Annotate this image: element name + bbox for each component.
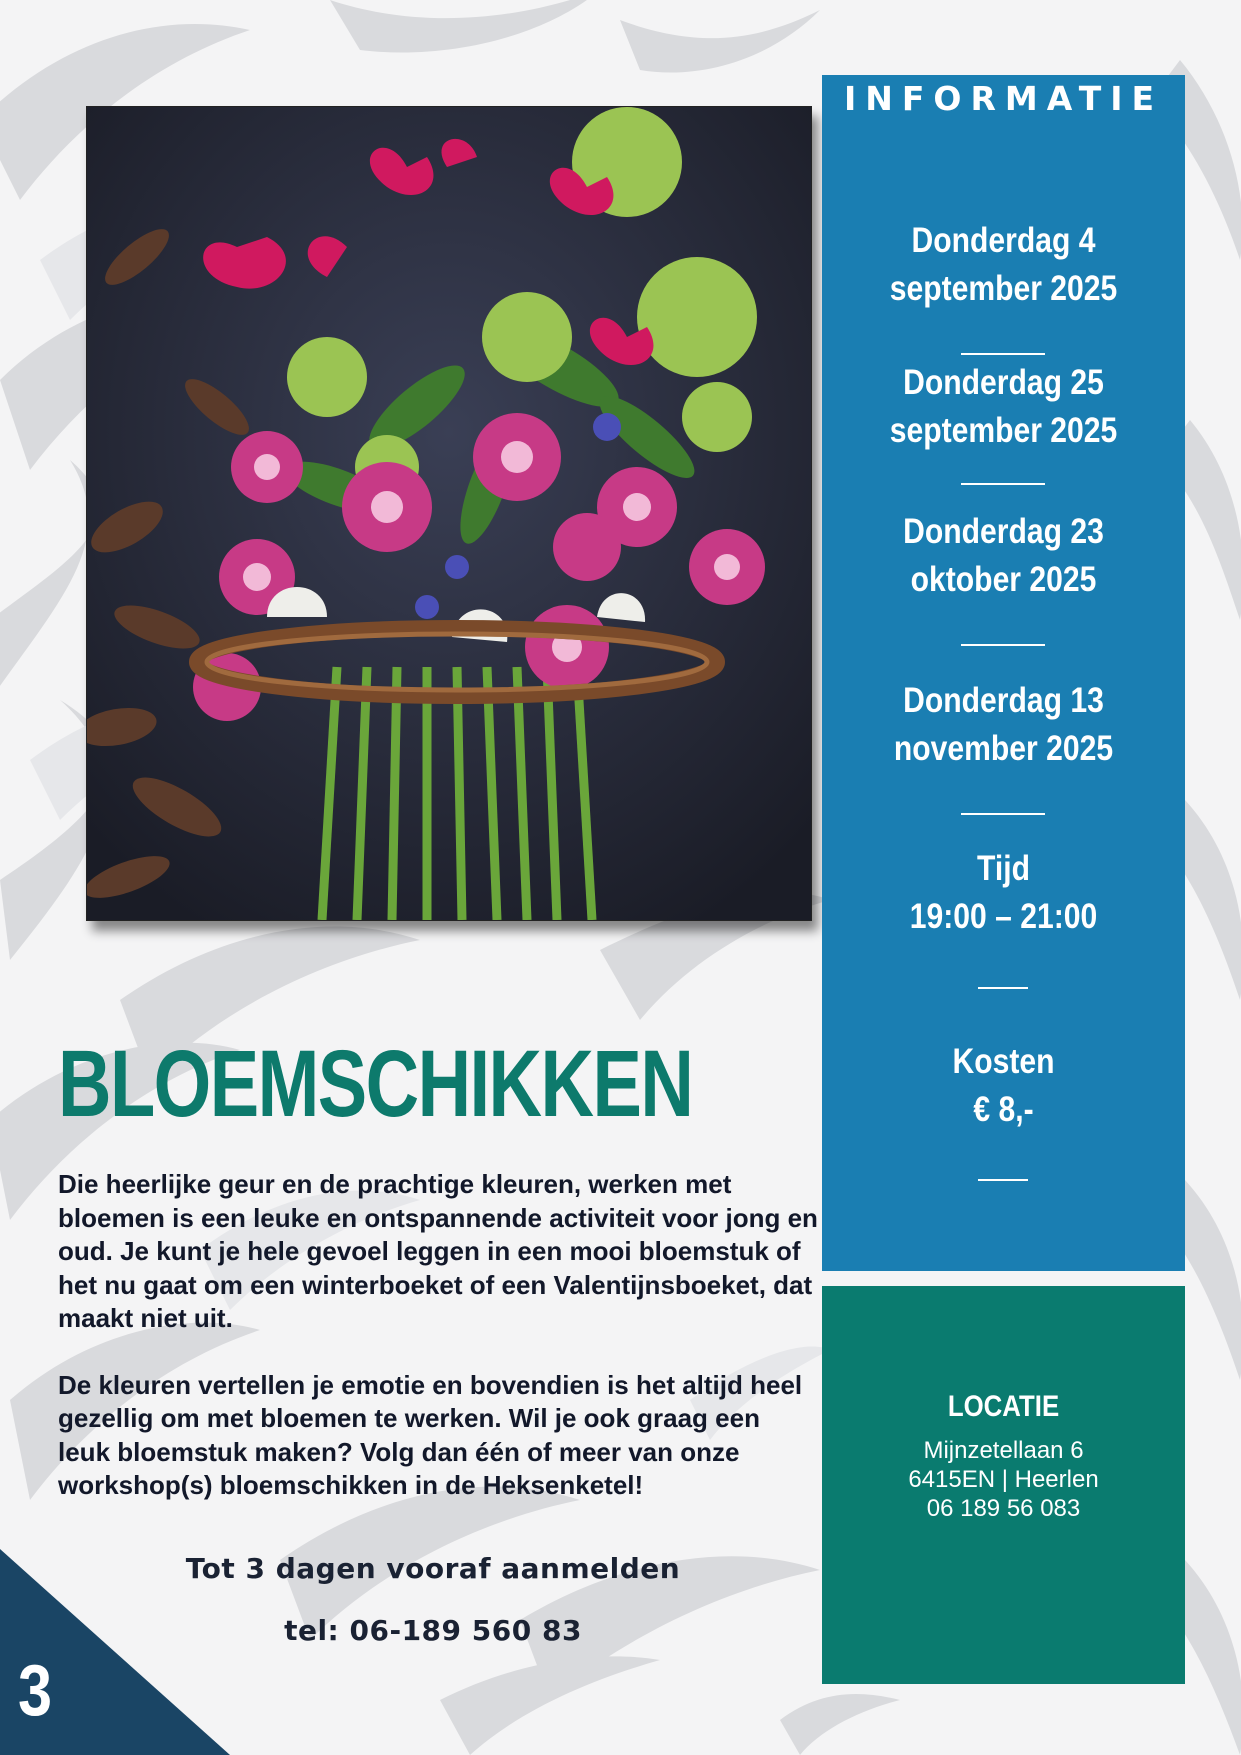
info-panel (822, 75, 1185, 1271)
location-address: Mijnzetellaan 6 (923, 1437, 1084, 1464)
intro-paragraph: De kleuren vertellen je emotie en bovendien is het altijd heel gezellig om met bloemen te werken. Wil je ook graag een leuk bloemstuk maken? Volg dan één of meer van onze workshop(s) bloemschikken in de Heksenketel! (58, 1369, 803, 1500)
divider (961, 353, 1045, 355)
page-number: 3 (18, 1651, 53, 1731)
time-value: 19:00 – 21:00 (909, 897, 1098, 936)
time-item (847, 845, 1159, 941)
date-item (847, 217, 1159, 313)
phone-number: tel: 06-189 560 83 (284, 1614, 582, 1647)
cost-item (847, 1038, 1159, 1134)
cost-value: € 8,- (973, 1090, 1034, 1129)
info-heading: INFORMATIE (843, 79, 1164, 118)
date-item (847, 508, 1159, 604)
cost-label: Kosten (952, 1042, 1055, 1081)
divider (978, 987, 1028, 989)
page-title: BLOEMSCHIKKEN (58, 1031, 693, 1137)
date-month: oktober 2025 (910, 560, 1097, 599)
signup-notice: Tot 3 dagen vooraf aanmelden (185, 1552, 681, 1585)
date-day: Donderdag 23 (903, 512, 1104, 551)
location-phone: 06 189 56 083 (926, 1495, 1081, 1522)
intro-text (58, 1168, 818, 1536)
flower-arrangement-photo (86, 106, 812, 921)
date-month: september 2025 (889, 411, 1118, 450)
divider (978, 1179, 1028, 1181)
date-month: september 2025 (889, 269, 1118, 308)
flower-arrangement-image (87, 107, 811, 920)
date-item (847, 677, 1159, 773)
date-item (847, 359, 1159, 455)
date-day: Donderdag 25 (903, 363, 1104, 402)
location-heading: LOCATIE (947, 1390, 1060, 1423)
divider (961, 644, 1045, 646)
location-panel (822, 1286, 1185, 1684)
time-label: Tijd (977, 849, 1030, 888)
location-postal-city: 6415EN | Heerlen (908, 1466, 1099, 1493)
intro-paragraph: Die heerlijke geur en de prachtige kleuren, werken met bloemen is een leuke en ontspannende activiteit voor jong en oud. Je kunt je hele gevoel leggen in een mooi bloemstuk of het nu gaat om een winterboeket of een Valentijnsboeket, dat maakt niet uit. (58, 1169, 818, 1333)
date-month: november 2025 (893, 729, 1114, 768)
divider (961, 483, 1045, 485)
date-day: Donderdag 4 (911, 221, 1096, 260)
date-day: Donderdag 13 (903, 681, 1104, 720)
divider (961, 813, 1045, 815)
